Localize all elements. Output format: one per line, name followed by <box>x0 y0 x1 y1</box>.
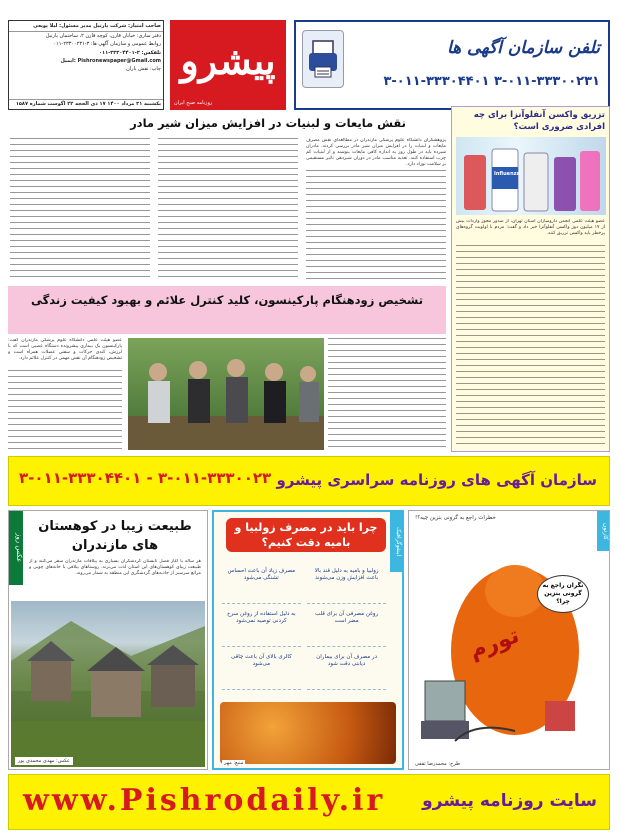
infographic-items <box>222 566 386 696</box>
ad-phone-numbers: ۳-۰۱۱-۳۳۳۰۰۲۳۱ ۳-۰۱۱-۳۳۳۰۴۴۰۱ <box>383 74 600 89</box>
infographic <box>212 510 404 770</box>
footer-url[interactable]: www.Pishrodaily.ir <box>23 783 386 818</box>
ad-banner-title: سازمان آگهی های روزنامه سراسری پیشرو <box>276 471 597 489</box>
masthead-line2: دفتر ساری: خیابان قارن، کوچه قارن ۲، ساختمان پارتیل <box>45 33 161 40</box>
masthead-line6: چاپ: نقش باران <box>126 66 161 73</box>
vaccine-body: عضو هیئت علمی انجمن داروسازان استان تهران، از صدور مجوز واردات بیش از ۱۷ میلیون دوز واکسن آنفلوآنزا خبر داد و گفت: مردم با اولویت گروه‌های پرخطر باید واکسن تزریق کنند. <box>456 219 605 237</box>
vaccine-photo <box>456 137 606 215</box>
ad-phone-title: تلفن سازمان آگهی ها <box>446 38 600 58</box>
parkinson-photo <box>128 338 324 450</box>
cartoon-tag: کارتون <box>597 511 609 551</box>
cartoon-credit: طرح: محمدرضا ثقفی <box>415 761 461 767</box>
masthead-info <box>8 20 164 110</box>
photo-headline: طبیعت زیبا در کوهستان های مازندران <box>38 519 192 553</box>
photo-credit: عکس: مهدی محمدی پور <box>15 757 73 765</box>
photo-image <box>11 601 205 767</box>
masthead <box>8 12 610 110</box>
infographic-item: در مصرف آن برای بیماران دیابتی دقت شود <box>307 652 386 690</box>
parkinson-article <box>8 336 446 454</box>
photo-section <box>8 510 208 770</box>
infographic-food-photo <box>220 702 396 764</box>
parkinson-body: عضو هیئت علمی دانشگاه علوم پزشکی مازندران گفت: پارکینسون یک بیماری پیشرونده دستگاه عصبی است که با لرزش، کندی حرکات و سفتی عضلات همراه است و تشخیص زودهنگام آن نقش مهمی در کنترل علائم دارد. <box>8 338 122 362</box>
masthead-line3: روابط عمومی و سازمان آگهی ها: ۳-۲۳۳۰۰۲۳۱-۰۱۱ <box>53 41 161 48</box>
vaccine-box <box>451 106 610 452</box>
infographic-item: زولبیا و بامیه به دلیل قند بالا باعث افزایش وزن می‌شوند <box>307 566 386 604</box>
infographic-headline: چرا باید در مصرف زولبیا و بامیه دقت کنیم؟ <box>226 518 386 552</box>
logo: پیشرو <box>180 38 276 83</box>
ad-banner <box>8 456 610 506</box>
photo-body: هر ساله با آغاز فصل تابستان گردشگران بسیاری به ییلاقات مازندران سفر می‌کنند و از طبیعت زیبای کوهستان‌های این استان لذت می‌برند. روستاهای ییلاقی با خانه‌های چوبی و مراتع سرسبز از جاذبه‌های گردشگری این منطقه به شمار می‌روند. <box>29 559 201 577</box>
infographic-item: مصرف زیاد آن باعث احساس تشنگی می‌شود <box>222 566 301 604</box>
infographic-item: کالری بالای آن باعث چاقی می‌شود <box>222 652 301 690</box>
fax-icon <box>302 30 344 88</box>
parkinson-banner <box>8 286 446 334</box>
masthead-line1: صاحب امتیاز: شرکت پارتیل مدیر مسئول: لیلا پویعی <box>9 21 163 32</box>
photo-tag: عکس روز <box>9 511 23 585</box>
article-milk-col3 <box>10 138 150 280</box>
parkinson-col-right <box>328 338 446 450</box>
cartoon-bubble: نگران راجع به گرونی بنزین چرا؟ <box>537 575 589 613</box>
article-milk-col2 <box>158 138 298 280</box>
infographic-item: روغن مصرفی آن برای قلب مضر است <box>307 609 386 647</box>
ad-phone-block <box>294 20 610 110</box>
masthead-line4: تلفکس: ۳-۳۳۳۰۴۴۰۱-۰۱۱ <box>98 49 161 56</box>
article-milk-headline: نقش مایعات و لبنیات در افزایش میزان شیر مادر <box>130 116 406 130</box>
logo-block <box>170 20 286 110</box>
cartoon <box>408 510 610 770</box>
article-milk-lead: پژوهشگران دانشگاه علوم پزشکی مازندران در مطالعه‌ای نقش مصرف مایعات و لبنیات را در افزایش میزان شیر مادر بررسی کردند. مادران شیرده باید در طول روز به اندازه کافی مایعات بنوشند و از لبنیات کم چرب استفاده کنند. تغذیه مناسب مادر در دوران شیردهی تاثیر مستقیمی بر سلامت نوزاد دارد. <box>306 138 446 168</box>
infographic-tag: اینفوگرافیک <box>390 512 402 572</box>
vaccine-photo-label: Influenza <box>494 171 520 177</box>
vaccine-body-lines <box>456 245 605 449</box>
logo-tag: روزنامه صبح ایران <box>174 100 213 106</box>
vaccine-headline: تزریق واکسن آنفلوآنزا برای چه افرادی ضروری است؟ <box>473 110 605 132</box>
footer-site-label: سایت روزنامه پیشرو <box>422 791 597 811</box>
infographic-credit: منبع: مهر <box>224 760 244 766</box>
ad-banner-numbers: ۳-۰۱۱-۳۳۳۰۰۲۳ - ۳-۰۱۱-۳۳۳۰۴۴۰۱ <box>19 469 272 487</box>
masthead-line5: Pishronewspaper@Gmail.com :ایمیل <box>60 57 161 64</box>
footer <box>8 774 610 830</box>
cartoon-caption: خطرات راجع به گرونی بنزین چیه؟! <box>415 515 496 521</box>
cartoon-sign: تورم <box>466 623 523 664</box>
masthead-date: یکشنبه ۳۱ مرداد ۱۴۰۰ ۱۷ ذی الحجه ۲۲ اگوست شماره ۱۵۸۷ <box>9 99 163 108</box>
infographic-item: به دلیل استفاده از روغن سرخ کردنی توصیه نمی‌شود <box>222 609 301 647</box>
parkinson-headline: تشخیص زودهنگام پارکینسون، کلید کنترل علائم و بهبود کیفیت زندگی <box>30 293 424 307</box>
article-milk <box>8 108 446 284</box>
parkinson-col-left <box>8 370 122 450</box>
article-milk-col1 <box>306 170 446 280</box>
